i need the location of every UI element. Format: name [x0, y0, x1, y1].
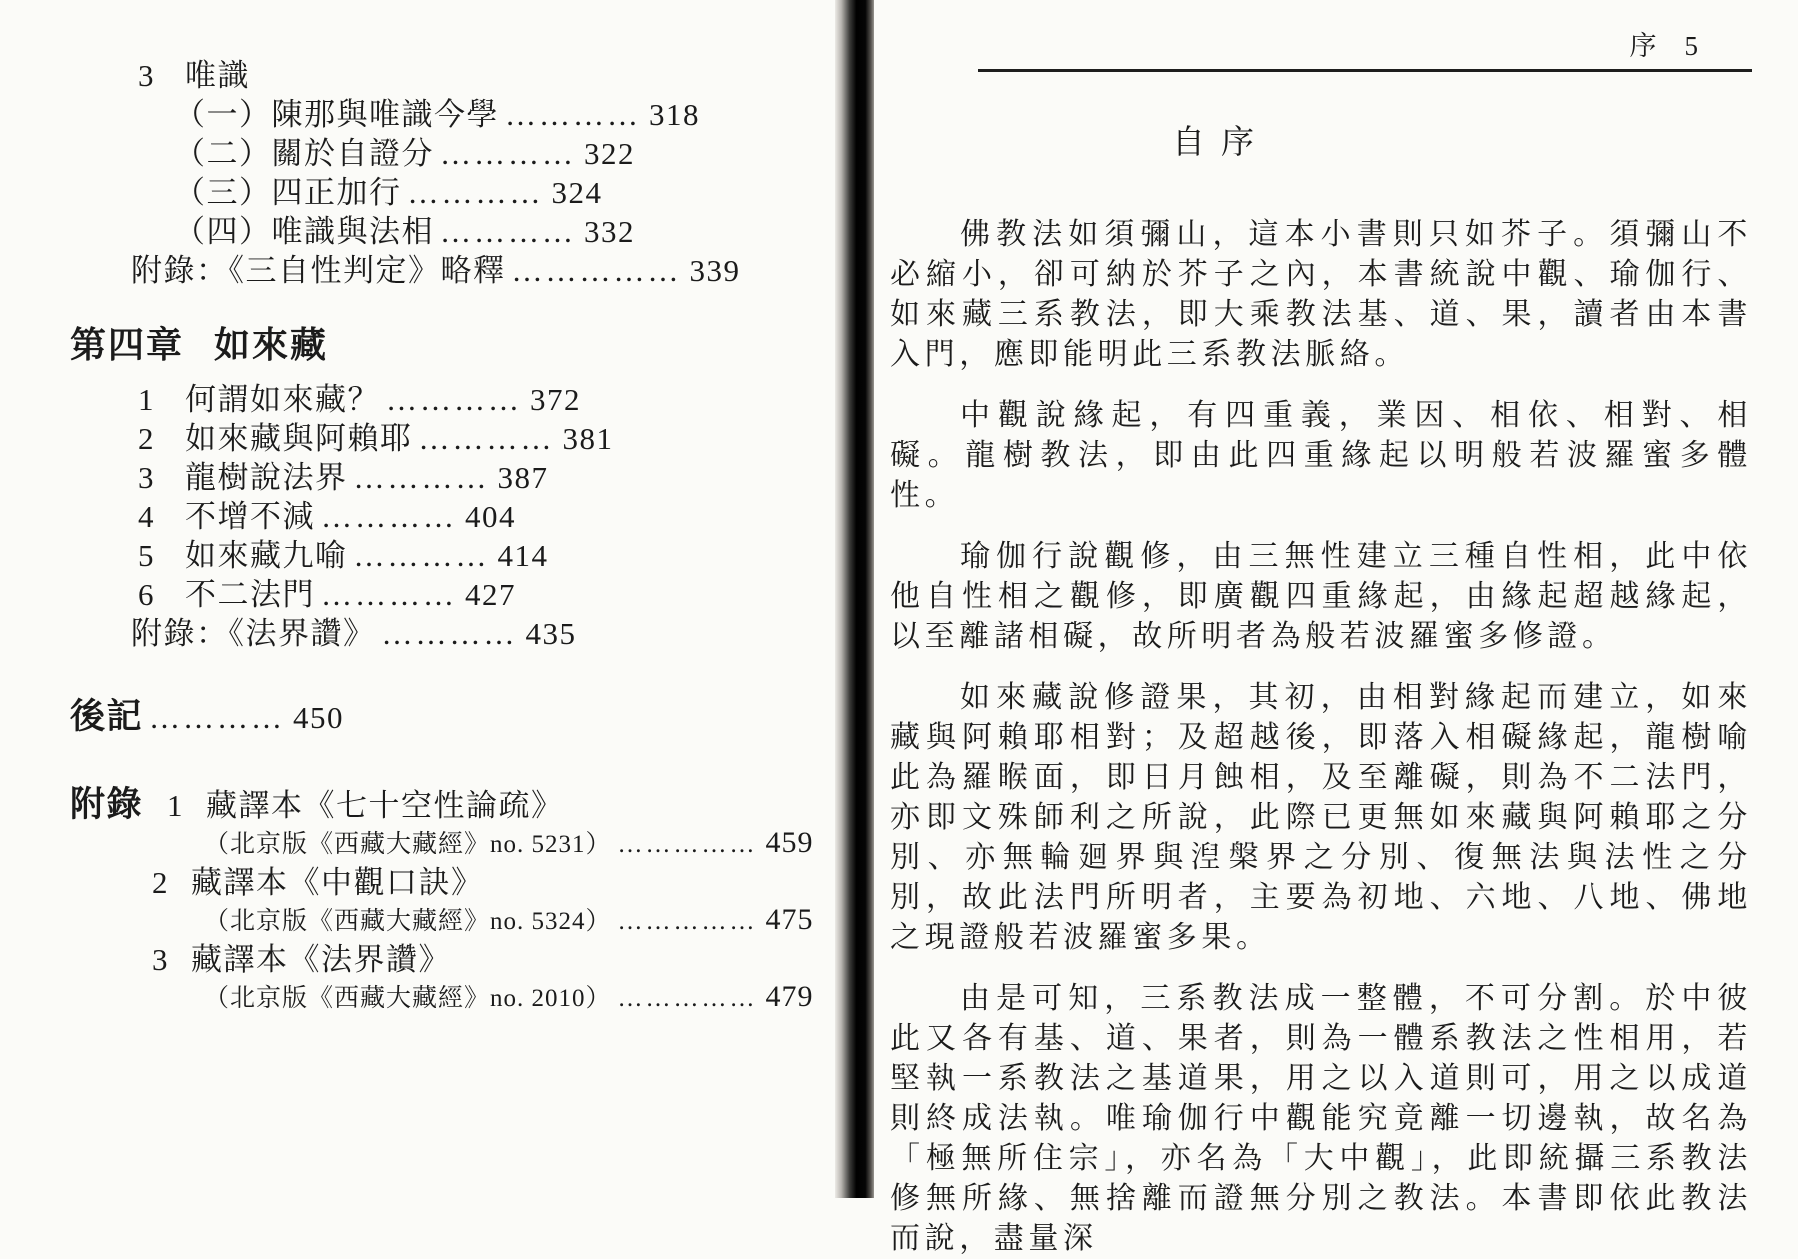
preface-paragraph: 由是可知，三系教法成一整體，不可分割。於中彼此又各有基、道、果者，則為一體系教法之性相用，若堅執一系教法之基道果，用之以入道則可，用之以成道則終成法執。唯瑜伽行中觀能究竟離一切邊執，故名為「極無所住宗」，亦名為「大中觀」，此即統攝三系教法修無所緣、無捨離而證無分別之教法。本書即依此教法而說，盡量深 — [890, 982, 1752, 1255]
toc-entry — [204, 825, 836, 863]
toc-entry — [204, 979, 836, 1017]
toc-leader-dots: ………… — [505, 97, 641, 132]
toc-page-number: 427 — [465, 577, 516, 612]
toc-entry — [174, 212, 836, 251]
header-section-label: 序 — [1629, 31, 1659, 61]
running-header — [978, 24, 1752, 72]
toc-leader-dots: ………… — [381, 616, 518, 651]
toc-entry-title: （二）關於自證分 — [174, 136, 434, 171]
toc-entry — [174, 134, 836, 173]
toc-entry-number: 3 — [138, 58, 155, 93]
toc-entry — [131, 614, 836, 653]
toc-entry-title: 藏譯本《中觀口訣》 — [191, 865, 484, 900]
toc-entry-title: 如來藏與阿賴耶 — [185, 421, 413, 456]
binding-gutter — [835, 0, 874, 1198]
toc-entry — [138, 458, 836, 497]
toc-entry-number: 3 — [138, 460, 155, 495]
table-of-contents — [0, 56, 836, 1017]
toc-entry — [138, 380, 836, 419]
toc-entry-label: 後記 — [70, 697, 144, 736]
toc-entry-title: （三）四正加行 — [174, 175, 402, 210]
toc-entry-title: （一）陳那與唯識今學 — [174, 97, 499, 132]
toc-entry — [138, 56, 836, 95]
toc-entry-title: （四）唯識與法相 — [174, 214, 434, 249]
toc-page — [0, 0, 836, 1198]
toc-page-number: 332 — [584, 214, 635, 249]
toc-entry — [204, 902, 836, 940]
toc-entry — [70, 697, 836, 737]
toc-page-number: 459 — [765, 826, 814, 859]
toc-leader-dots: ………… — [149, 700, 286, 735]
toc-entry-title: 龍樹說法界 — [185, 460, 348, 495]
toc-leader-dots: ………… — [386, 382, 522, 417]
preface-paragraph: 中觀說緣起，有四重義，業因、相依、相對、相礙。龍樹教法，即由此四重緣起以明般若波羅蜜多體性。 — [890, 399, 1752, 512]
toc-page-number: 324 — [551, 175, 603, 210]
preface-paragraph: 如來藏說修證果，其初，由相對緣起而建立，如來藏與阿賴耶相對；及超越後，即落入相礙緣起，龍樹喻此為羅睺面，即日月蝕相，及至離礙，則為不二法門，亦即文殊師利之所說，此際已更無如來藏與阿賴耶之分別、亦無輪廻界與湼槃界之分別、復無法與法性之分別，故此法門所明者，主要為初地、六地、八地、佛地之現證般若波羅蜜多果。 — [890, 681, 1752, 954]
toc-leader-dots: ………… — [440, 214, 576, 249]
toc-entry — [152, 940, 836, 979]
toc-entry-title: 附錄：《三自性判定》略釋 — [131, 253, 506, 288]
toc-entry — [131, 251, 836, 290]
toc-leader-dots: ………… — [353, 460, 490, 495]
toc-page-number: 381 — [562, 421, 614, 456]
toc-entry — [138, 575, 836, 614]
preface-title: 自序 — [1172, 125, 1270, 161]
toc-entry-title: （北京版《西藏大藏經》no. 2010） — [204, 985, 612, 1012]
toc-entry — [70, 785, 836, 825]
toc-page-number: 339 — [689, 253, 741, 288]
toc-leader-dots: ………… — [321, 577, 457, 612]
preface-page — [874, 0, 1798, 1255]
toc-page-number: 414 — [497, 538, 549, 573]
toc-page-number: 479 — [765, 980, 814, 1013]
toc-entry-title: 何謂如來藏？ — [185, 382, 380, 417]
toc-entry — [138, 497, 836, 536]
toc-page-number: 475 — [765, 903, 814, 936]
preface-body — [890, 215, 1752, 1259]
toc-page-number: 450 — [293, 700, 345, 735]
toc-entry-label: 第四章 — [70, 325, 185, 365]
toc-entry-number: 2 — [138, 421, 155, 456]
toc-entry-title: 藏譯本《法界讚》 — [191, 942, 451, 977]
toc-entry-number: 6 — [138, 577, 155, 612]
toc-leader-dots: ………… — [407, 175, 544, 210]
preface-paragraph: 瑜伽行說觀修，由三無性建立三種自性相，此中依他自性相之觀修，即廣觀四重緣起，由緣起超越緣起，以至離諸相礙，故所明者為般若波羅蜜多修證。 — [890, 540, 1752, 653]
toc-leader-dots: ………… — [418, 421, 555, 456]
toc-entry — [174, 173, 836, 212]
toc-page-number: 372 — [530, 382, 581, 417]
toc-entry-number: 2 — [152, 865, 169, 900]
toc-entry-number: 5 — [138, 538, 155, 573]
toc-entry-title: 不二法門 — [185, 577, 315, 612]
toc-entry — [138, 536, 836, 575]
toc-entry-number: 3 — [152, 942, 169, 977]
toc-entry-title: 如來藏 — [214, 325, 329, 365]
toc-entry-label: 附錄 — [70, 785, 144, 824]
toc-leader-dots: …………… — [617, 831, 758, 858]
toc-leader-dots: ………… — [321, 499, 457, 534]
toc-entry — [152, 863, 836, 902]
toc-page-number: 387 — [497, 460, 549, 495]
toc-entry-title: 如來藏九喻 — [185, 538, 348, 573]
toc-entry-number: 1 — [138, 382, 155, 417]
toc-page-number: 404 — [465, 499, 516, 534]
toc-page-number: 318 — [649, 97, 700, 132]
toc-entry-number: 1 — [167, 788, 185, 823]
toc-entry — [174, 95, 836, 134]
toc-entry-title: （北京版《西藏大藏經》no. 5324） — [204, 908, 612, 935]
toc-leader-dots: ………… — [353, 538, 490, 573]
toc-entry-title: 藏譯本《七十空性論疏》 — [206, 788, 564, 823]
toc-entry — [70, 322, 836, 368]
toc-entry-title: （北京版《西藏大藏經》no. 5231） — [204, 831, 612, 858]
toc-leader-dots: ………… — [440, 136, 576, 171]
toc-leader-dots: …………… — [511, 253, 682, 288]
toc-leader-dots: …………… — [617, 908, 758, 935]
toc-entry-title: 唯識 — [185, 58, 250, 93]
toc-leader-dots: …………… — [617, 985, 758, 1012]
toc-page-number: 435 — [525, 616, 577, 651]
toc-entry-number: 4 — [138, 499, 155, 534]
toc-entry-title: 附錄：《法界讚》 — [131, 616, 376, 651]
toc-entry — [138, 419, 836, 458]
header-page-number: 5 — [1684, 31, 1700, 61]
toc-page-number: 322 — [584, 136, 635, 171]
toc-entry-title: 不增不減 — [185, 499, 315, 534]
preface-paragraph: 佛教法如須彌山，這本小書則只如芥子。須彌山不必縮小，卻可納於芥子之內，本書統說中觀、瑜伽行、如來藏三系教法，即大乘教法基、道、果，讀者由本書入門，應即能明此三系教法脈絡。 — [890, 218, 1752, 371]
